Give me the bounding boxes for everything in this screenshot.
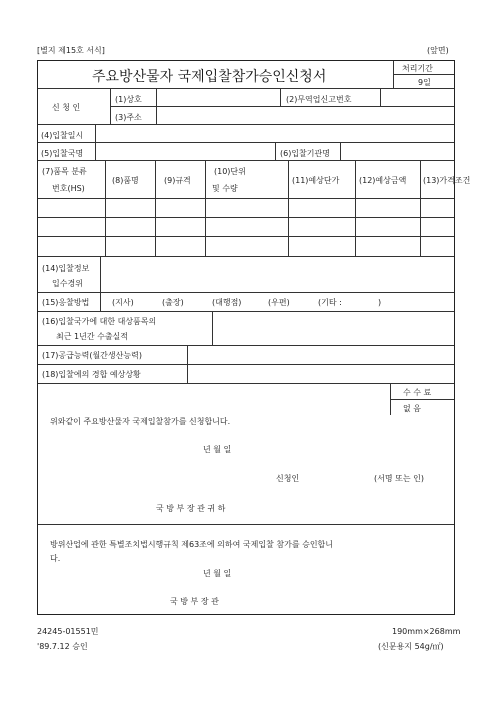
price-terms-header: (13)가격조건 <box>423 176 471 185</box>
supply-capacity-label: (17)공급능력(월간생산능력) <box>42 351 142 360</box>
hs-code-header-2: 번호(HS) <box>52 184 85 193</box>
paper-type: (신문용지 54g/㎡) <box>378 642 444 651</box>
est-unit-price-header: (11)예상단가 <box>292 176 340 185</box>
option-branch: (지사) <box>112 298 134 307</box>
approval-statement-2: 다. <box>50 554 61 563</box>
form-code: 24245-01551민 <box>37 627 99 636</box>
address-label: (3)주소 <box>115 113 142 122</box>
bid-agency-label: (6)입찰기관명 <box>280 149 330 158</box>
export-record-label: (16)입찰국가에 대한 대상품목의 <box>42 317 157 326</box>
applicant-signature-label: 신청인 <box>276 474 300 483</box>
export-record-label-2: 최근 1년간 수출실적 <box>56 332 128 341</box>
unit-qty-header: (10)단위 <box>214 167 246 176</box>
approval-issuer: 국 방 부 장 관 <box>170 597 219 606</box>
processing-period-value: 9일 <box>418 78 431 87</box>
application-date: 년 월 일 <box>203 445 232 454</box>
competition-label: (18)입찰에의 경합 예상상황 <box>42 370 141 379</box>
fee-label: 수 수 료 <box>403 388 432 397</box>
form-title: 주요방산물자 국제입찰참가승인신청서 <box>92 69 327 85</box>
option-other: (기타 : <box>318 298 342 307</box>
fee-value: 없 음 <box>403 404 421 413</box>
option-mail: (우편) <box>268 298 290 307</box>
application-addressee: 국 방 부 장 관 귀 하 <box>156 504 226 513</box>
item-name-header: (8)품명 <box>112 176 139 185</box>
bid-info-label: (14)입찰정보 <box>42 264 90 273</box>
applicant-label: 신 청 인 <box>52 103 81 112</box>
application-statement: 위와같이 주요방산물자 국제입찰참가를 신청합니다. <box>50 417 231 426</box>
signature-seal: (서명 또는 인) <box>374 474 424 483</box>
option-other-close: ) <box>378 298 382 307</box>
approval-date-footer: '89.7.12 승인 <box>37 642 88 651</box>
form-number: [별지 제15호 서식] <box>37 46 105 55</box>
form-side: (앞면) <box>427 46 449 55</box>
response-method-label: (15)응찰방법 <box>42 298 90 307</box>
est-amount-header: (12)예상금액 <box>359 176 407 185</box>
processing-period-label: 처리기간 <box>402 64 433 73</box>
bid-date-label: (4)입찰일시 <box>41 131 84 140</box>
option-trip: (출장) <box>162 298 184 307</box>
bid-info-label-2: 입수경위 <box>52 279 83 288</box>
unit-qty-header-2: 및 수량 <box>212 184 238 193</box>
spec-header: (9)규격 <box>164 176 191 185</box>
option-agent: (대행점) <box>212 298 242 307</box>
approval-date: 년 월 일 <box>203 569 232 578</box>
approval-statement: 방위산업에 관한 특별조치법시행규칙 제63조에 의하여 국제입찰 참가를 승인합니 <box>50 540 334 549</box>
bid-country-label: (5)입찰국명 <box>41 149 84 158</box>
paper-size: 190mm×268mm <box>392 627 461 636</box>
trade-name-label: (1)상호 <box>115 95 142 104</box>
hs-code-header: (7)품목 분류 <box>42 167 87 176</box>
trade-reg-no-label: (2)무역업신고번호 <box>286 95 352 104</box>
